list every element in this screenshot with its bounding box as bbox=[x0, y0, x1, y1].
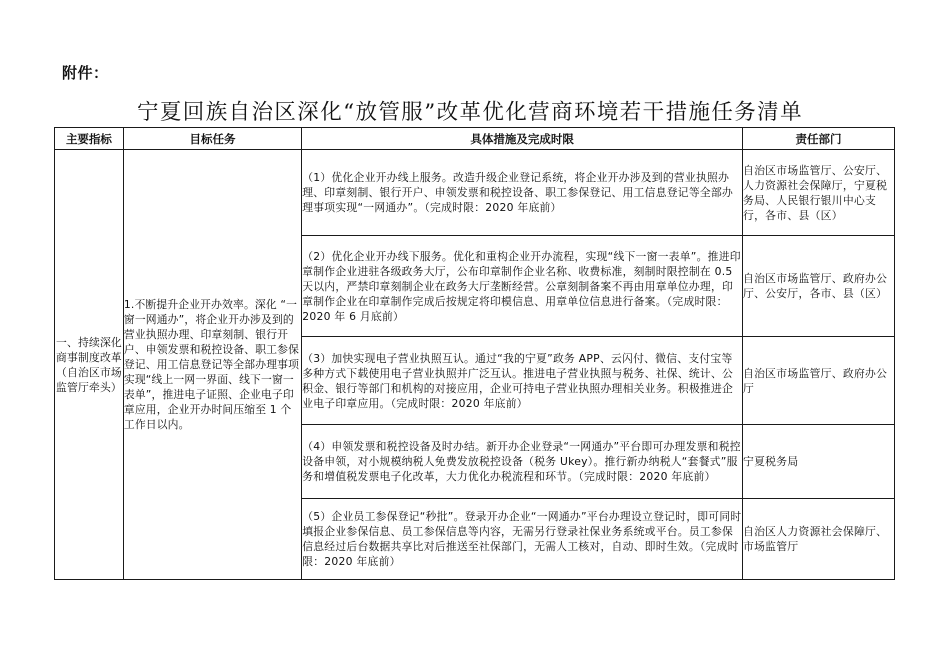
table-header-row bbox=[55, 128, 895, 150]
table-row bbox=[55, 150, 895, 236]
department-cell: 自治区市场监管厅、公安厅、人力资源社会保障厅，宁夏税务局、人民银行银川中心支行，各市、县（区） bbox=[742, 150, 894, 236]
department-cell: 宁夏税务局 bbox=[742, 425, 894, 499]
header-goal: 目标任务 bbox=[123, 128, 301, 150]
department-cell: 自治区市场监管厅、政府办公厅 bbox=[742, 337, 894, 425]
goal-cell: 1.不断提升企业开办效率。深化 “一窗一网通办”，将企业开办涉及到的营业执照办理、印章刻制、银行开户、申领发票和税控设备、职工参保登记、用工信息登记等全部办理事项实现“线上一网一界面、线下一窗一表单”，推进电子证照、企业电子印章应用，企业开办时间压缩至 1 个工作日以内。 bbox=[123, 150, 301, 580]
header-indicator: 主要指标 bbox=[55, 128, 124, 150]
indicator-cell: 一、持续深化商事制度改革（自治区市场监管厅牵头） bbox=[55, 150, 124, 580]
header-department: 责任部门 bbox=[742, 128, 894, 150]
department-cell: 自治区市场监管厅、政府办公厅、公安厅，各市、县（区） bbox=[742, 236, 894, 337]
measure-cell: （1）优化企业开办线上服务。改造升级企业登记系统，将企业开办涉及到的营业执照办理、印章刻制、银行开户、申领发票和税控设备、职工参保登记、用工信息登记等全部办理事项实现“一网通办”。（完成时限：2020 年底前） bbox=[302, 150, 743, 236]
attachment-label: 附件： bbox=[62, 64, 109, 82]
header-measures: 具体措施及完成时限 bbox=[302, 128, 743, 150]
measure-cell: （2）优化企业开办线下服务。优化和重构企业开办流程，实现“线下一窗一表单”。推进印章制作企业进驻各级政务大厅，公布印章制作企业名称、收费标准，刻制时限控制在 0.5 天以内，严禁印章刻制企业在政务大厅垄断经营。公章刻制备案不再由用章单位办理，印章制作企业在印章制作完成后按规定将印模信息、用章单位信息进行备案。（完成时限：2020 年 6 月底前） bbox=[302, 236, 743, 337]
department-cell: 自治区人力资源社会保障厅、市场监管厅 bbox=[742, 499, 894, 580]
measure-cell: （5）企业员工参保登记“秒批”。登录开办企业“一网通办”平台办理设立登记时，即可同时填报企业参保信息、员工参保信息等内容，无需另行登录社保业务系统或平台。员工参保信息经过后台数据共享比对后推送至社保部门，无需人工核对，自动、即时生效。（完成时限：2020 年底前） bbox=[302, 499, 743, 580]
document-title: 宁夏回族自治区深化“放管服”改革优化营商环境若干措施任务清单 bbox=[137, 100, 803, 125]
measure-cell: （4）申领发票和税控设备及时办结。新开办企业登录“一网通办”平台即可办理发票和税控设备申领，对小规模纳税人免费发放税控设备（税务 Ukey）。推行新办纳税人“套餐式”服务和增值税发票电子化改革，大力优化办税流程和环节。（完成时限：2020 年底前） bbox=[302, 425, 743, 499]
measure-cell: （3）加快实现电子营业执照互认。通过“我的宁夏”政务 APP、云闪付、微信、支付宝等多种方式下载使用电子营业执照并广泛互认。推进电子营业执照与税务、社保、统计、公积金、银行等部门和机构的对接应用，企业可持电子营业执照办理相关业务。积极推进企业电子印章应用。（完成时限：2020 年底前） bbox=[302, 337, 743, 425]
task-list-table bbox=[54, 127, 895, 580]
